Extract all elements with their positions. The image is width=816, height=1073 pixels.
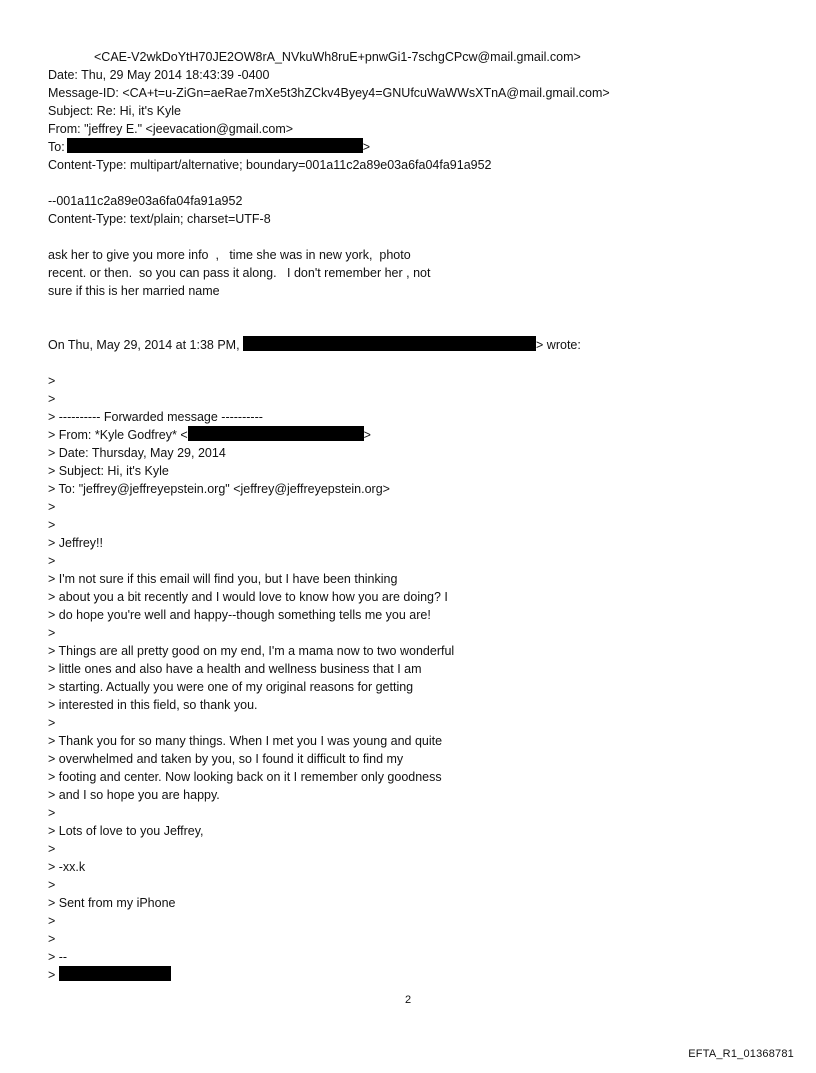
quoted-text: > Thank you for so many things. When I met you I was young and quite: [48, 734, 443, 748]
to-label: To:: [48, 140, 65, 154]
part-content-type: Content-Type: text/plain; charset=UTF-8: [48, 212, 271, 226]
quoted-line: >: [48, 518, 56, 532]
quoted-text: > I'm not sure if this email will find you, but I have been thinking: [48, 572, 398, 586]
quoted-text: > do hope you're well and happy--though something tells me you are!: [48, 608, 431, 622]
quoted-to: > To: "jeffrey@jeffreyepstein.org" <jeffrey@jeffreyepstein.org>: [48, 482, 390, 496]
quoted-text: > little ones and also have a health and wellness business that I am: [48, 662, 422, 676]
to-suffix: >: [362, 140, 370, 154]
quoted-text: > Things are all pretty good on my end, I'm a mama now to two wonderful: [48, 644, 455, 658]
subject-header: Subject: Re: Hi, it's Kyle: [48, 104, 181, 118]
quoted-line: >: [48, 392, 56, 406]
attribution-line: [48, 336, 768, 354]
quoted-text: > about you a bit recently and I would love to know how you are doing? I: [48, 590, 448, 604]
quoted-line: >: [48, 500, 56, 514]
attribution-suffix: > wrote:: [536, 338, 581, 352]
quoted-signature-dash: > --: [48, 950, 68, 964]
quoted-subject: > Subject: Hi, it's Kyle: [48, 464, 169, 478]
quoted-line: >: [48, 806, 56, 820]
quoted-signature-prefix: >: [48, 968, 56, 982]
document-id: EFTA_R1_01368781: [688, 1048, 794, 1060]
blank-line: [48, 318, 768, 336]
page-number: 2: [404, 994, 412, 1006]
quoted-from-prefix: > From: *Kyle Godfrey* <: [48, 428, 188, 442]
blank-line: [48, 300, 768, 318]
redaction-bar: [243, 336, 536, 351]
quoted-text: > and I so hope you are happy.: [48, 788, 220, 802]
email-body: [48, 48, 768, 984]
quoted-line: >: [48, 842, 56, 856]
quoted-line: >: [48, 914, 56, 928]
quoted-text: > footing and center. Now looking back on it I remember only goodness: [48, 770, 442, 784]
reply-line: sure if this is her married name: [48, 284, 220, 298]
quoted-line: >: [48, 374, 56, 388]
reply-line: ask her to give you more info , time she was in new york, photo: [48, 248, 411, 262]
redaction-bar: [59, 966, 171, 981]
quoted-date: > Date: Thursday, May 29, 2014: [48, 446, 226, 460]
content-type-header: Content-Type: multipart/alternative; boundary=001a11c2a89e03a6fa04fa91a952: [48, 158, 492, 172]
quoted-line: >: [48, 626, 56, 640]
quoted-greeting: > Jeffrey!!: [48, 536, 104, 550]
quoted-from-suffix: >: [363, 428, 371, 442]
to-header: [48, 138, 768, 156]
quoted-signature: [48, 966, 768, 984]
mime-boundary: --001a11c2a89e03a6fa04fa91a952: [48, 194, 243, 208]
reply-line: recent. or then. so you can pass it along. I don't remember her , not: [48, 266, 431, 280]
blank-line: [48, 174, 768, 192]
quoted-line: >: [48, 932, 56, 946]
redaction-bar: [188, 426, 364, 441]
message-id-header: Message-ID: <CA+t=u-ZiGn=aeRae7mXe5t3hZCkv4Byey4=GNUfcuWaWWsXTnA@mail.gmail.com>: [48, 86, 610, 100]
forwarded-marker: > ---------- Forwarded message ----------: [48, 410, 263, 424]
quoted-text: > overwhelmed and taken by you, so I found it difficult to find my: [48, 752, 404, 766]
references-line: <CAE-V2wkDoYtH70JE2OW8rA_NVkuWh8ruE+pnwGi1-7schgCPcw@mail.gmail.com>: [94, 50, 581, 64]
quoted-signoff: > -xx.k: [48, 860, 86, 874]
from-header: From: "jeffrey E." <jeevacation@gmail.com>: [48, 122, 294, 136]
quoted-sent-from: > Sent from my iPhone: [48, 896, 176, 910]
quoted-from: [48, 426, 768, 444]
quoted-line: >: [48, 554, 56, 568]
quoted-line: >: [48, 716, 56, 730]
quoted-closing: > Lots of love to you Jeffrey,: [48, 824, 204, 838]
attribution-prefix: On Thu, May 29, 2014 at 1:38 PM,: [48, 338, 240, 352]
blank-line: [48, 354, 768, 372]
quoted-line: >: [48, 878, 56, 892]
quoted-text: > interested in this field, so thank you.: [48, 698, 258, 712]
redaction-bar: [67, 138, 363, 153]
quoted-text: > starting. Actually you were one of my original reasons for getting: [48, 680, 414, 694]
date-header: Date: Thu, 29 May 2014 18:43:39 -0400: [48, 68, 270, 82]
blank-line: [48, 228, 768, 246]
